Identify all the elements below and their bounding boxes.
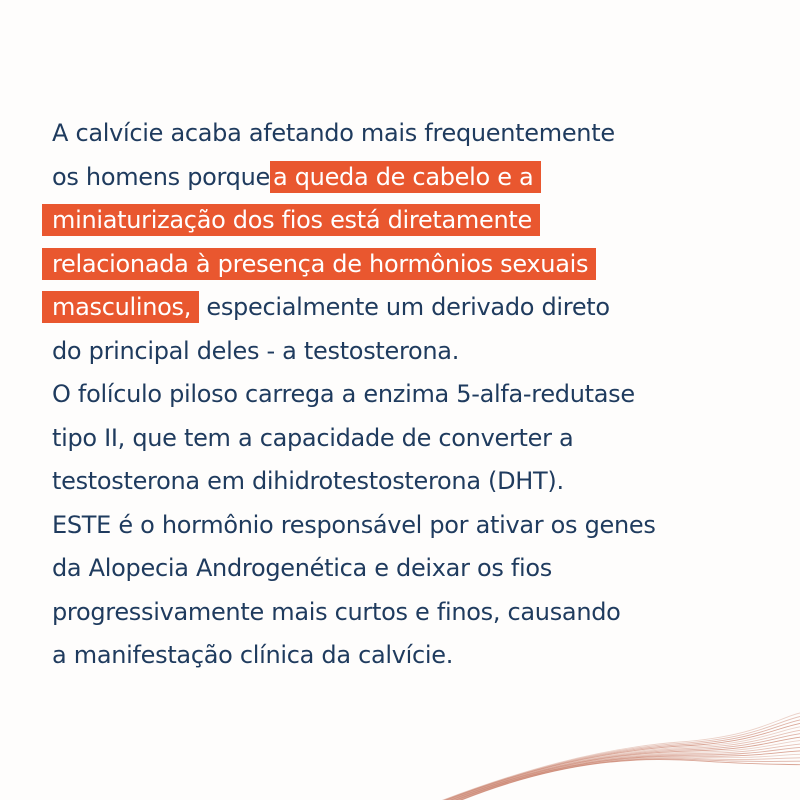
wave-line [444,751,800,800]
highlighted-text: miniaturização dos fios está diretamente [42,204,540,236]
wave-line [431,716,800,800]
wave-line [433,719,800,800]
text-line [52,156,772,200]
text-line: ESTE é o hormônio responsável por ativar os genes [52,510,656,539]
highlighted-text: masculinos, [42,291,199,323]
body-text [52,112,772,678]
wave-line [449,760,800,800]
text-line: da Alopecia Androgenética e deixar os fios [52,554,553,582]
text-line [52,243,772,287]
text-line: tipo II, que tem a capacidade de converter a [52,423,574,452]
text-segment: os homens porque [52,162,270,191]
wave-line [438,733,800,800]
wave-line [442,744,800,800]
wave-line [434,723,800,800]
text-line [52,199,772,243]
wave-line [439,737,800,800]
wave-line [435,726,800,800]
text-line: progressivamente mais curtos e finos, causando [52,597,621,626]
text-line: do principal deles - a testosterona. [52,336,460,365]
wave-line [436,730,800,800]
text-segment: especialmente um derivado direto [199,293,610,321]
wave-line [445,754,800,800]
wave-line [440,740,800,800]
wave-line [443,747,800,800]
wave-line [448,759,800,800]
text-line: A calvície acaba afetando mais frequentemente [52,119,615,147]
text-line: testosterona em dihidrotestosterona (DHT). [52,467,564,495]
text-line: a manifestação clínica da calvície. [52,641,454,669]
highlighted-text: a queda de cabelo e a [270,161,541,193]
text-line: O folículo piloso carrega a enzima 5-alfa-redutase [52,380,635,408]
wave-line [430,712,800,800]
highlighted-text: relacionada à presença de hormônios sexuais [42,248,596,280]
text-line [52,286,772,330]
wave-line [447,758,800,800]
